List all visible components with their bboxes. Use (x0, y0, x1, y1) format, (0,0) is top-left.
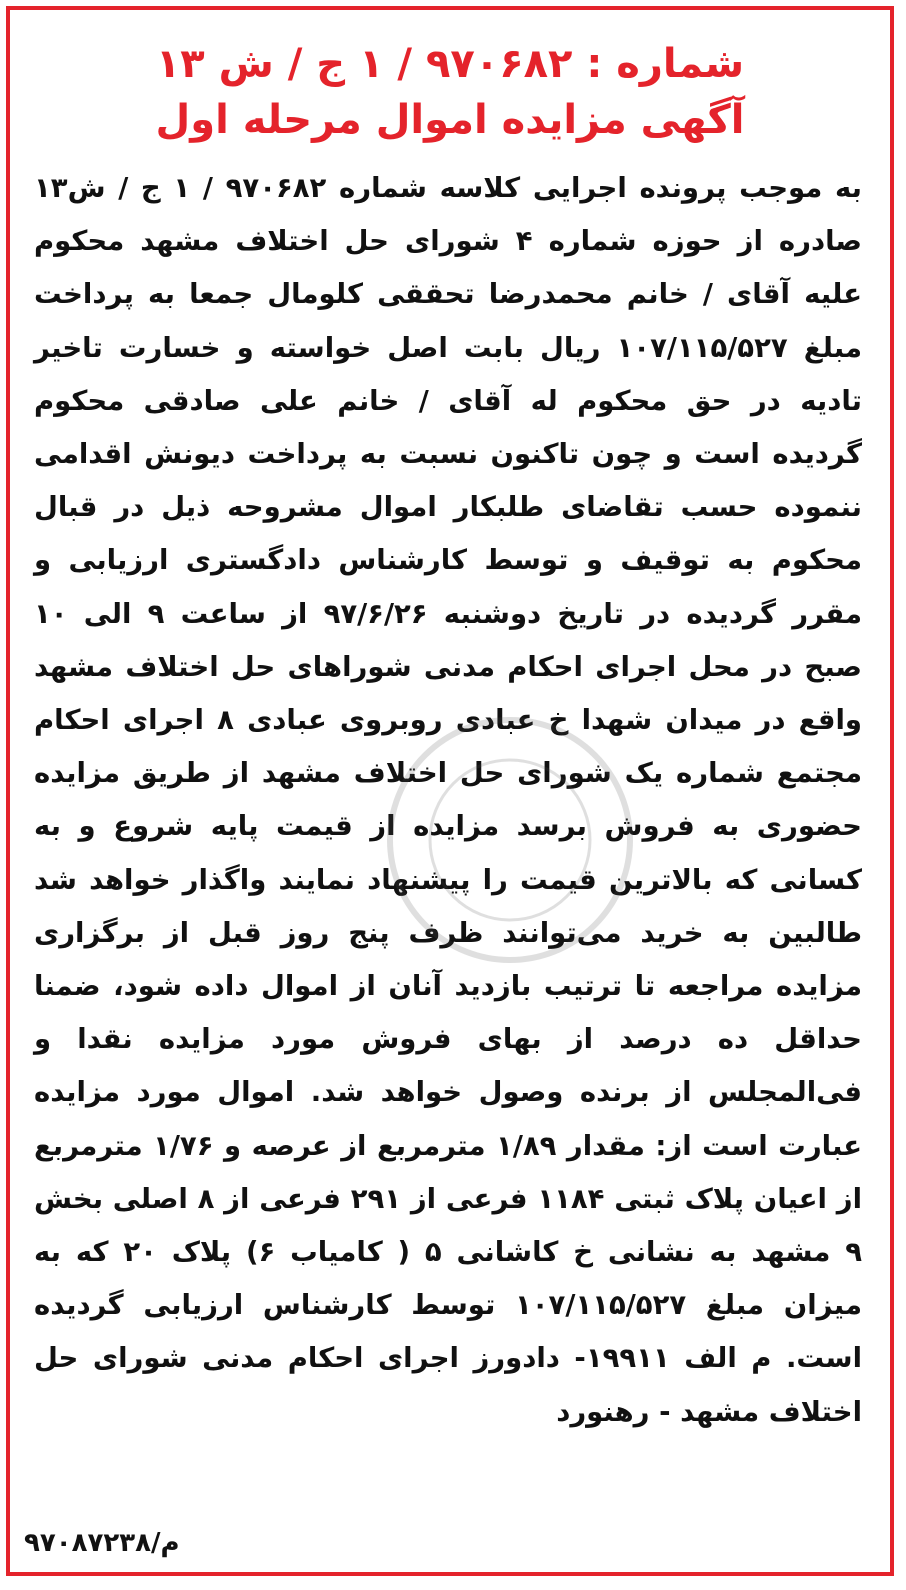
notice-header (10, 36, 890, 148)
footer (24, 1528, 180, 1558)
document-number: م/۹۷۰۸۷۲۳۸ (24, 1528, 180, 1558)
notice-body: به موجب پرونده اجرایی کلاسه شماره ۹۷۰۶۸۲ / ۱ ج / ش۱۳ صادره از حوزه شماره ۴ شورای حل اختلاف مشهد محکوم علیه آقای / خانم محمدرضا تحققی کلومال جمعا به پرداخت مبلغ ۱۰۷/۱۱۵/۵۲۷ ریال بابت اصل خواسته و خسارت تاخیر تادیه در حق محکوم له آقای / خانم علی صادقی محکوم گردیده است و چون تاکنون نسبت به پرداخت دیونش اقدامی ننموده حسب تقاضای طلبکار اموال مشروحه ذیل در قبال محکوم به توقیف و توسط کارشناس دادگستری ارزیابی و مقرر گردیده در تاریخ دوشنبه ۹۷/۶/۲۶ از ساعت ۹ الی ۱۰ صبح در محل اجرای احکام مدنی شوراهای حل اختلاف مشهد واقع در میدان شهدا خ عبادی روبروی عبادی ۸ اجرای احکام مجتمع شماره یک شورای حل اختلاف مشهد از طریق مزایده حضوری به فروش برسد مزایده از قیمت پایه شروع و به کسانی که بالاترین قیمت را پیشنهاد نمایند واگذار خواهد شد طالبین به خرید می‌توانند ظرف پنج روز قبل از برگزاری مزایده مراجعه تا ترتیب بازدید آنان از اموال داده شود، ضمنا حداقل ده درصد از بهای فروش مورد مزایده نقدا و فی‌المجلس از برنده وصول خواهد شد. اموال مورد مزایده عبارت است از: مقدار ۱/۸۹ مترمربع از عرصه و ۱/۷۶ مترمربع از اعیان پلاک ثبتی ۱۱۸۴ فرعی از ۲۹۱ فرعی از ۸ اصلی بخش ۹ مشهد به نشانی خ کاشانی ۵ ( کامیاب ۶) پلاک ۲۰ که به میزان مبلغ ۱۰۷/۱۱۵/۵۲۷ توسط کارشناس ارزیابی گردیده است. م الف ۱۹۹۱۱- دادورز اجرای احکام مدنی شورای حل اختلاف مشهد - رهنورد (34, 172, 863, 1428)
notice-frame (6, 6, 894, 1576)
notice-title: آگهی مزایده اموال مرحله اول (155, 97, 745, 143)
notice-number: شماره : ۹۷۰۶۸۲ / ۱ ج / ش ۱۳ (155, 41, 745, 87)
